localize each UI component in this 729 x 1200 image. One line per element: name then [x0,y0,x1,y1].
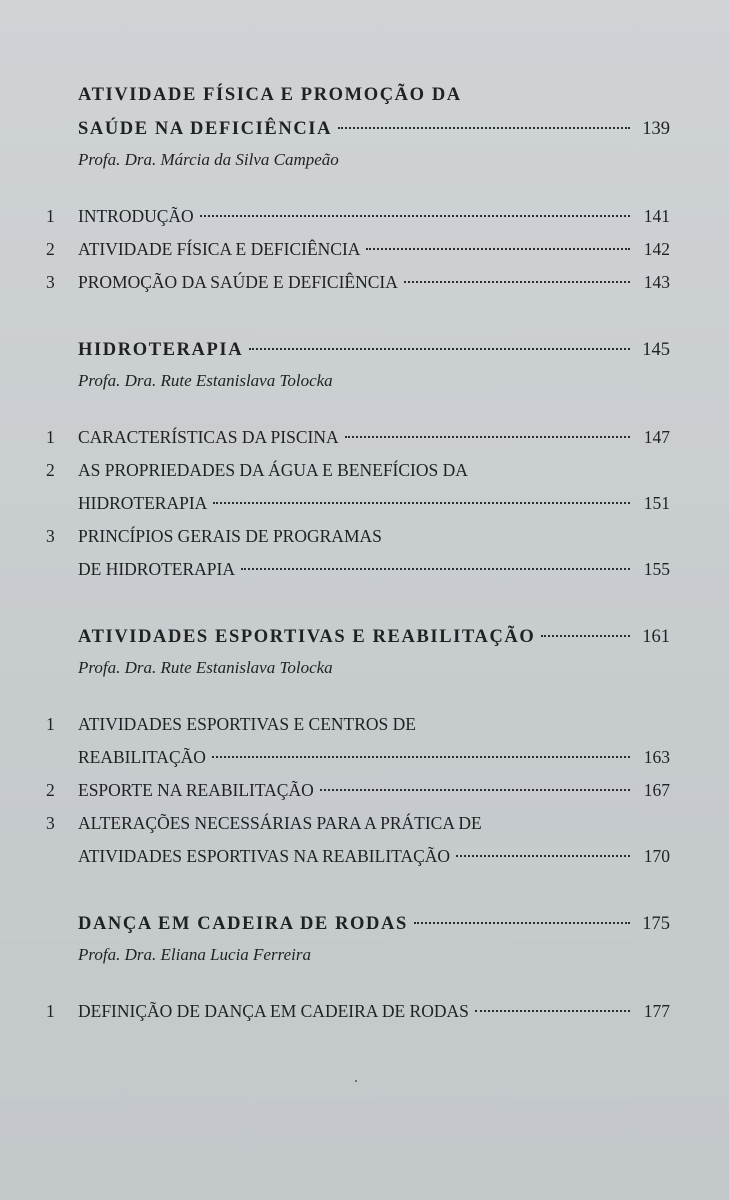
entry-title: HIDROTERAPIA [78,493,208,513]
dot-leader [456,855,630,857]
entry-title: ATIVIDADES ESPORTIVAS E CENTROS DE [78,714,416,734]
section-author: Profa. Dra. Rute Estanislava Tolocka [78,371,333,390]
entry-title: DEFINIÇÃO DE DANÇA EM CADEIRA DE RODAS [78,1001,469,1021]
entry-list [40,708,670,873]
dot-leader [404,281,630,283]
section-page-number: 161 [642,627,670,647]
section-title-line [40,907,670,941]
entry-page-number: 163 [643,747,670,767]
section-title: SAÚDE NA DEFICIÊNCIA [78,119,333,139]
toc-entry [40,454,670,487]
entry-title: CARACTERÍSTICAS DA PISCINA [78,427,339,447]
entry-page-number: 147 [643,427,670,447]
dot-leader [249,348,630,350]
entry-page-number: 155 [643,559,670,579]
entry-number: 3 [46,813,55,833]
entry-number: 2 [46,780,55,800]
dot-leader [475,1010,630,1012]
toc-entry [40,266,670,299]
entry-page-number: 170 [643,846,670,866]
toc-section [40,78,670,299]
section-title-line [40,620,670,654]
toc-entry [40,807,670,840]
entry-list [40,421,670,586]
dot-leader [212,756,630,758]
entry-title: AS PROPRIEDADES DA ÁGUA E BENEFÍCIOS DA [78,460,468,480]
entry-title: ATIVIDADES ESPORTIVAS NA REABILITAÇÃO [78,846,451,866]
section-title-line [40,78,670,112]
entry-number: 1 [46,427,55,447]
section-page-number: 145 [642,340,670,360]
entry-title: ESPORTE NA REABILITAÇÃO [78,780,314,800]
table-of-contents [40,78,670,1062]
section-author: Profa. Dra. Rute Estanislava Tolocka [78,658,333,677]
entry-title: DE HIDROTERAPIA [78,559,236,579]
toc-entry [40,774,670,807]
section-title: ATIVIDADES ESPORTIVAS E REABILITAÇÃO [78,627,536,647]
toc-entry [40,708,670,741]
entry-title: PRINCÍPIOS GERAIS DE PROGRAMAS [78,526,382,546]
dot-leader [213,502,630,504]
toc-entry [40,421,670,454]
toc-entry [40,840,670,873]
toc-entry [40,995,670,1028]
toc-section [40,333,670,586]
dot-leader [338,127,630,129]
entry-page-number: 141 [643,206,670,226]
entry-page-number: 143 [643,272,670,292]
dot-leader [200,215,630,217]
entry-number: 1 [46,1001,55,1021]
dot-leader [541,635,630,637]
entry-page-number: 142 [643,239,670,259]
entry-page-number: 167 [643,780,670,800]
toc-section [40,907,670,1028]
entry-title: INTRODUÇÃO [78,206,194,226]
toc-entry [40,200,670,233]
entry-number: 3 [46,272,55,292]
toc-entry [40,233,670,266]
section-title: ATIVIDADE FÍSICA E PROMOÇÃO DA [78,85,462,105]
entry-number: 1 [46,206,55,226]
toc-entry [40,741,670,774]
section-title-line [40,112,670,146]
page-mark [355,1080,357,1082]
entry-number: 1 [46,714,55,734]
toc-entry [40,553,670,586]
toc-entry [40,487,670,520]
entry-title: ATIVIDADE FÍSICA E DEFICIÊNCIA [78,239,361,259]
section-title: HIDROTERAPIA [78,340,244,360]
entry-number: 2 [46,460,55,480]
dot-leader [366,248,630,250]
entry-title: PROMOÇÃO DA SAÚDE E DEFICIÊNCIA [78,272,398,292]
section-page-number: 139 [642,119,670,139]
section-title: DANÇA EM CADEIRA DE RODAS [78,914,408,934]
entry-page-number: 177 [643,1001,670,1021]
section-page-number: 175 [642,914,670,934]
toc-entry [40,520,670,553]
dot-leader [320,789,630,791]
section-title-line [40,333,670,367]
entry-list [40,995,670,1028]
entry-number: 3 [46,526,55,546]
entry-title: ALTERAÇÕES NECESSÁRIAS PARA A PRÁTICA DE [78,813,482,833]
entry-number: 2 [46,239,55,259]
dot-leader [414,922,630,924]
entry-title: REABILITAÇÃO [78,747,206,767]
entry-list [40,200,670,299]
entry-page-number: 151 [643,493,670,513]
dot-leader [345,436,630,438]
toc-section [40,620,670,873]
section-author: Profa. Dra. Eliana Lucia Ferreira [78,945,311,964]
section-author: Profa. Dra. Márcia da Silva Campeão [78,150,339,169]
dot-leader [241,568,630,570]
